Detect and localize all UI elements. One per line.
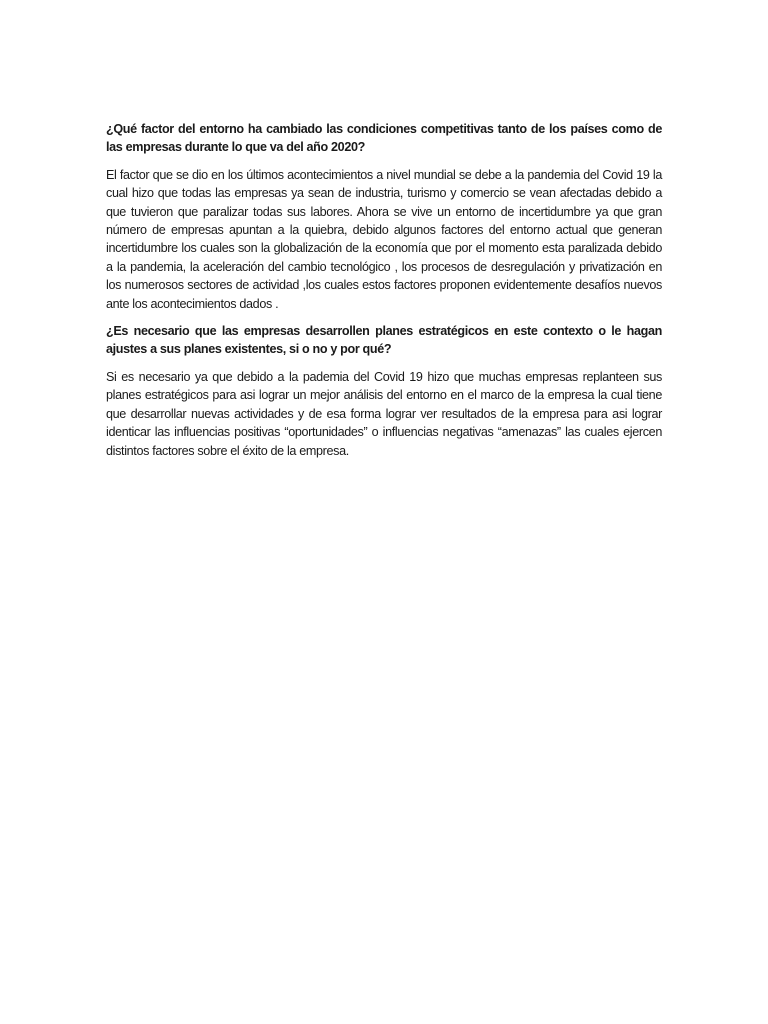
question-2: ¿Es necesario que las empresas desarrollen planes estratégicos en este contexto o le hagan ajustes a sus planes existentes, si o no y por qué?: [106, 324, 662, 357]
question-1: ¿Qué factor del entorno ha cambiado las condiciones competitivas tanto de los países como de las empresas durante lo que va del año 2020?: [106, 122, 662, 155]
answer-1: El factor que se dio en los últimos acontecimientos a nivel mundial se debe a la pandemia del Covid 19 la cual hizo que todas las empresas ya sean de industria, turismo y comercio se vean afectadas debido a que tuvieron que paralizar todas sus labores. Ahora se vive un entorno de incertidumbre ya que gran número de empresas apuntan a la quiebra, debido algunos factores del entorno actual que generan incertidumbre los cuales son la globalización de la economía que por el momento esta paralizada debido a la pandemia, la aceleración del cambio tecnológico , los procesos de desregulación y privatización en los numerosos sectores de actividad ,los cuales estos factores proponen evidentemente desafíos nuevos ante los acontecimientos dados .: [106, 167, 662, 311]
answer-2: Si es necesario ya que debido a la pademia del Covid 19 hizo que muchas empresas replanteen sus planes estratégicos para asi lograr un mejor análisis del entorno en el marco de la empresa la cual tiene que desarrollar nuevas actividades y de esa forma lograr ver resultados de la empresa para asi lograr identicar las influencias positivas “oportunidades” o influencias negativas “amenazas” las cuales ejercen distintos factores sobre el éxito de la empresa.: [106, 369, 662, 458]
document-body: [106, 120, 662, 469]
